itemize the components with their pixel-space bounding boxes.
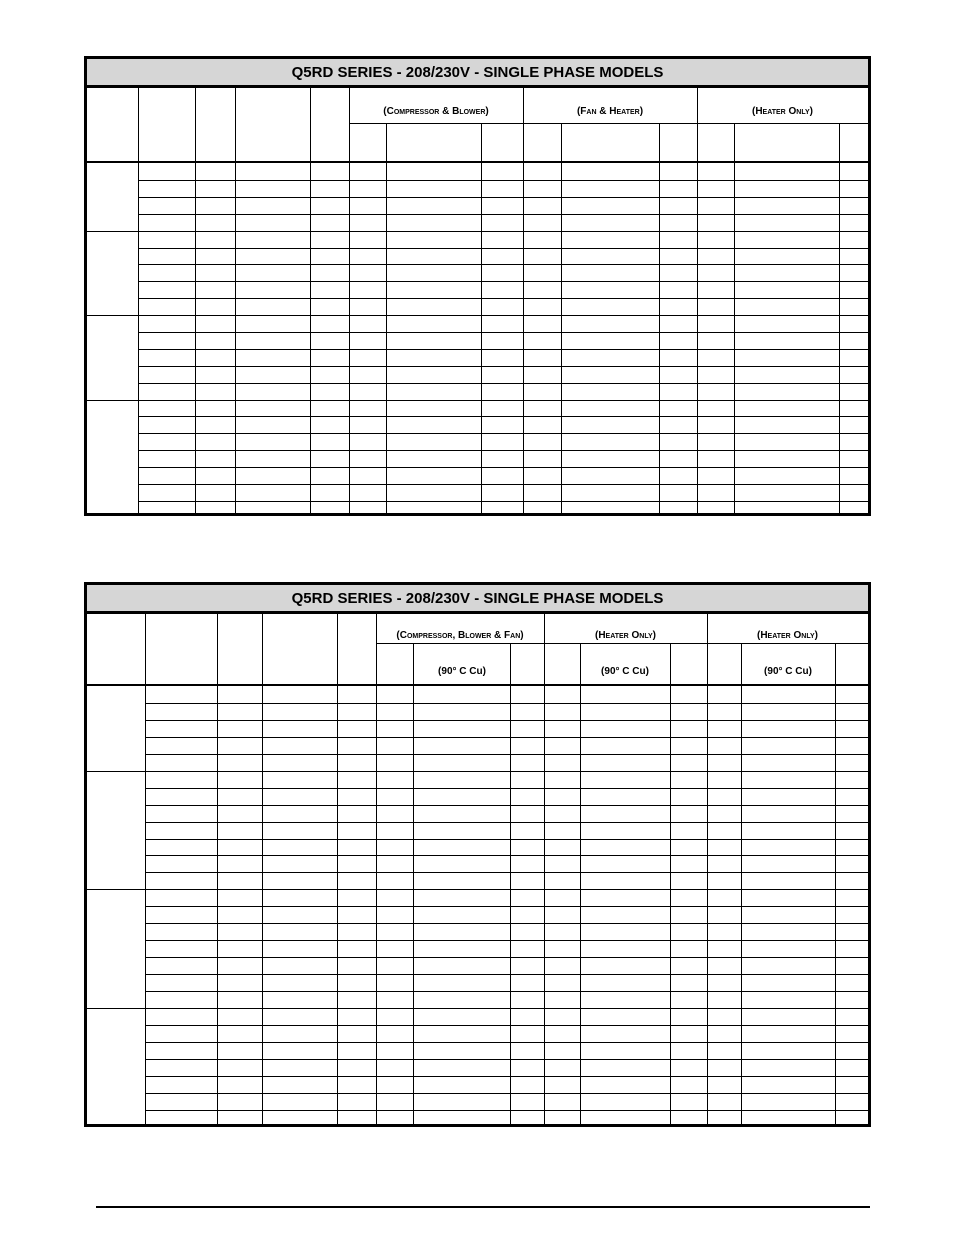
grid-hline bbox=[145, 923, 868, 924]
grid-hline bbox=[87, 161, 868, 163]
grid-vline bbox=[481, 123, 482, 513]
grid-vline bbox=[337, 614, 338, 1124]
grid-vline bbox=[835, 643, 836, 1124]
table-2-group-heater-only-a: (Heater Only) bbox=[594, 630, 656, 641]
grid-vline bbox=[839, 123, 840, 513]
grid-hline bbox=[138, 366, 868, 367]
grid-vline bbox=[670, 643, 671, 1124]
table-2-group-heater-only-b: (Heater Only) bbox=[756, 630, 818, 641]
grid-hline bbox=[138, 214, 868, 215]
grid-hline bbox=[145, 737, 868, 738]
grid-hline bbox=[145, 991, 868, 992]
grid-hline bbox=[87, 1008, 868, 1009]
grid-hline bbox=[138, 383, 868, 384]
grid-hline bbox=[145, 703, 868, 704]
grid-hline bbox=[138, 248, 868, 249]
footer-rule bbox=[96, 1206, 870, 1208]
grid-hline bbox=[145, 1093, 868, 1094]
grid-hline bbox=[87, 315, 868, 316]
grid-hline bbox=[138, 180, 868, 181]
grid-vline bbox=[510, 643, 511, 1124]
grid-vline bbox=[659, 123, 660, 513]
wiring-table-1 bbox=[84, 56, 871, 516]
grid-hline bbox=[145, 822, 868, 823]
grid-hline bbox=[349, 123, 868, 124]
grid-hline bbox=[145, 788, 868, 789]
grid-hline bbox=[138, 332, 868, 333]
grid-vline bbox=[376, 614, 377, 1124]
grid-hline bbox=[145, 940, 868, 941]
grid-hline bbox=[138, 349, 868, 350]
grid-hline bbox=[138, 416, 868, 417]
table-2-wire-note-3: (90° C Cu) bbox=[764, 666, 812, 677]
grid-hline bbox=[145, 1025, 868, 1026]
grid-vline bbox=[580, 643, 581, 1124]
grid-hline bbox=[145, 1076, 868, 1077]
grid-vline bbox=[707, 614, 708, 1124]
table-1-group-compressor-blower: (Compressor & Blower) bbox=[383, 106, 489, 117]
grid-vline bbox=[413, 643, 414, 1124]
grid-hline bbox=[138, 264, 868, 265]
grid-hline bbox=[145, 855, 868, 856]
grid-vline bbox=[734, 123, 735, 513]
grid-hline bbox=[87, 231, 868, 232]
grid-hline bbox=[138, 484, 868, 485]
grid-hline bbox=[145, 754, 868, 755]
table-2-wire-note-2: (90° C Cu) bbox=[601, 666, 649, 677]
grid-hline bbox=[87, 684, 868, 686]
grid-hline bbox=[138, 467, 868, 468]
grid-hline bbox=[145, 906, 868, 907]
grid-hline bbox=[138, 197, 868, 198]
grid-vline bbox=[544, 614, 545, 1124]
grid-hline bbox=[145, 1042, 868, 1043]
grid-hline bbox=[376, 643, 868, 644]
grid-vline bbox=[217, 614, 218, 1124]
grid-hline bbox=[145, 1059, 868, 1060]
grid-hline bbox=[138, 433, 868, 434]
grid-hline bbox=[145, 974, 868, 975]
table-2-title: Q5RD SERIES - 208/230V - SINGLE PHASE MODELS bbox=[87, 585, 868, 614]
table-1-title: Q5RD SERIES - 208/230V - SINGLE PHASE MODELS bbox=[87, 59, 868, 88]
grid-hline bbox=[145, 720, 868, 721]
grid-vline bbox=[561, 123, 562, 513]
grid-hline bbox=[138, 298, 868, 299]
grid-hline bbox=[87, 400, 868, 401]
table-2-group-compressor-blower-fan: (Compressor, Blower & Fan) bbox=[396, 630, 524, 641]
grid-hline bbox=[145, 805, 868, 806]
grid-hline bbox=[138, 501, 868, 502]
table-1-group-fan-heater: (Fan & Heater) bbox=[576, 106, 644, 117]
grid-hline bbox=[145, 872, 868, 873]
table-2-wire-note-1: (90° C Cu) bbox=[438, 666, 486, 677]
grid-vline bbox=[145, 614, 146, 1124]
grid-hline bbox=[87, 771, 868, 772]
table-1-group-heater-only: (Heater Only) bbox=[751, 106, 813, 117]
grid-hline bbox=[145, 839, 868, 840]
grid-vline bbox=[386, 123, 387, 513]
grid-hline bbox=[138, 450, 868, 451]
grid-hline bbox=[138, 281, 868, 282]
grid-vline bbox=[262, 614, 263, 1124]
grid-hline bbox=[145, 1110, 868, 1111]
wiring-table-2 bbox=[84, 582, 871, 1127]
grid-hline bbox=[87, 889, 868, 890]
grid-hline bbox=[145, 957, 868, 958]
grid-vline bbox=[741, 643, 742, 1124]
